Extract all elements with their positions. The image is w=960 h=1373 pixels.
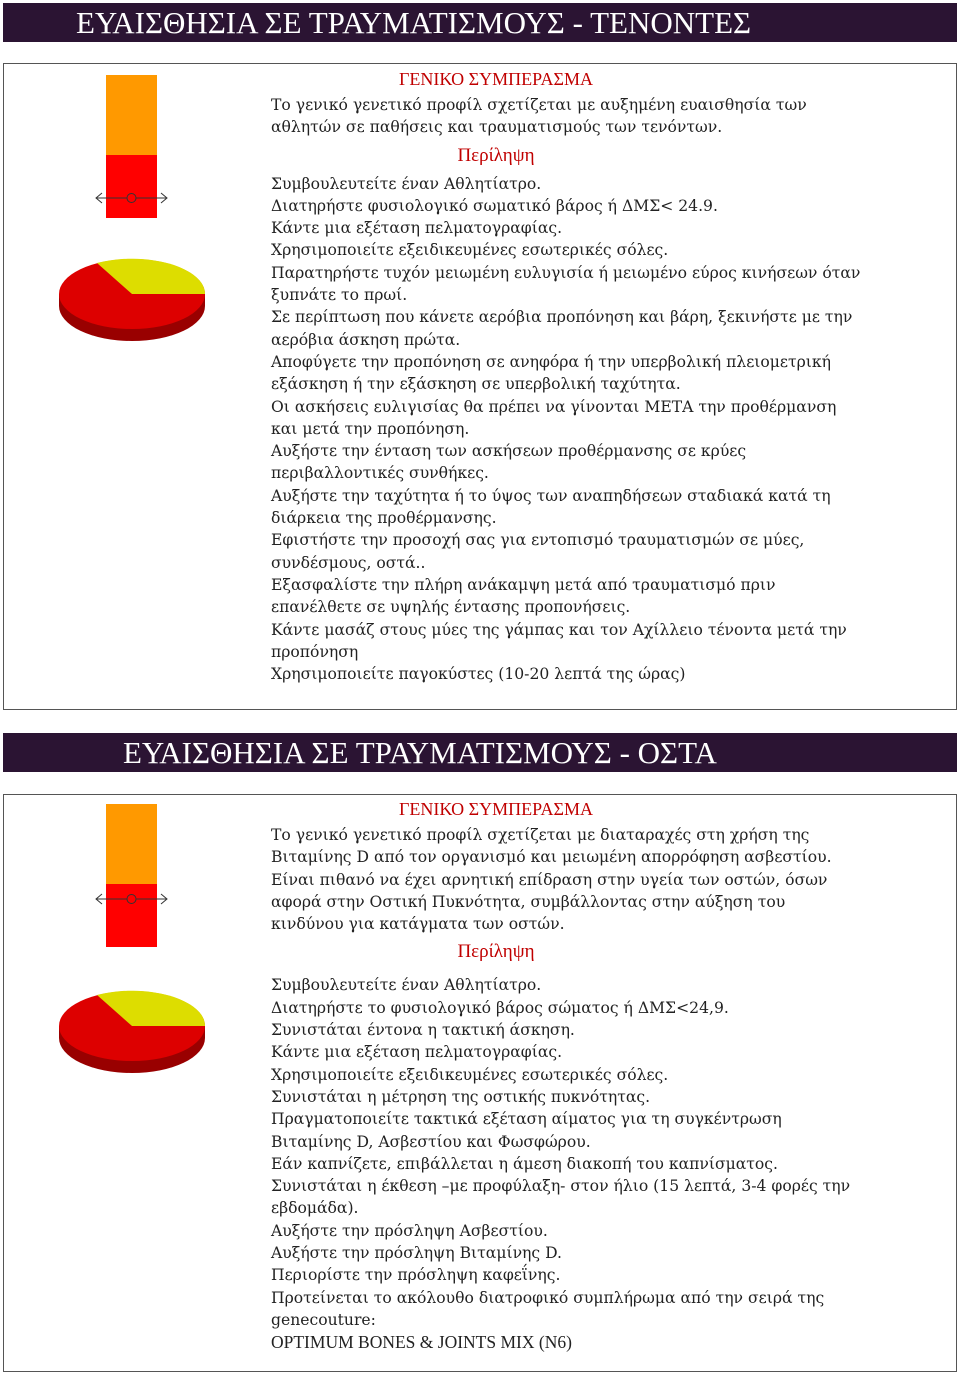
summary-line: Εάν καπνίζετε, επιβάλλεται η άμεση διακοπή του καπνίσματος. (271, 1154, 778, 1173)
summary-line: περιβαλλοντικές συνθήκες. (271, 464, 489, 483)
pie-chart-icon (57, 248, 207, 343)
gauge-marker-icon (94, 893, 169, 905)
summary-line: Αυξήστε την ένταση των ασκήσεων προθέρμανσης σε κρύες (271, 442, 747, 461)
risk-gauge-bones (106, 804, 157, 947)
summary-line: Συνιστάται η έκθεση –με προφύλαξη- στον ήλιο (15 λεπτά, 3-4 φορές την (271, 1177, 851, 1196)
summary-line: εβδομάδα). (271, 1199, 359, 1218)
risk-gauge-bottom-segment (106, 155, 157, 218)
summary-line-product: OPTIMUM BONES & JOINTS MIX (N6) (271, 1332, 572, 1353)
summary-line: genecouture: (271, 1310, 376, 1329)
conclusion-heading: ΓΕΝΙΚΟ ΣΥΜΠΕΡΑΣΜΑ (399, 799, 593, 819)
summary-line: Σε περίπτωση που κάνετε αερόβια προπόνηση και βάρη, ξεκινήστε με την (271, 308, 853, 327)
summary-line: διάρκεια της προθέρμανσης. (271, 509, 497, 528)
summary-line: επανέλθετε σε υψηλής έντασης προπονήσεις. (271, 598, 631, 617)
summary-line: Πραγματοποιείτε τακτικά εξέταση αίματος για τη συγκέντρωση (271, 1110, 782, 1129)
summary-line: Συνιστάται η μέτρηση της οστικής πυκνότητας. (271, 1087, 651, 1106)
summary-line: Διατηρήστε φυσιολογικό σωματικό βάρος ή ΔΜΣ< 24.9. (271, 196, 718, 215)
conclusion-line: Βιταμίνης D από τον οργανισμό και μειωμένη απορρόφηση ασβεστίου. (271, 848, 832, 867)
summary-line: Κάντε μια εξέταση πελματογραφίας. (271, 219, 563, 238)
summary-line: Αυξήστε την πρόσληψη Βιταμίνης D. (271, 1244, 562, 1263)
summary-line: Χρησιμοποιείτε εξειδικευμένες εσωτερικές σόλες. (271, 241, 669, 260)
summary-line: Περιορίστε την πρόσληψη καφεΐνης. (271, 1266, 561, 1285)
summary-line: Διατηρήστε το φυσιολογικό βάρος σώματος ή ΔΜΣ<24,9. (271, 998, 729, 1017)
section-title-tendons: ΕΥΑΙΣΘΗΣΙΑ ΣΕ ΤΡΑΥΜΑΤΙΣΜΟΥΣ - ΤΕΝΟΝΤΕΣ (3, 3, 957, 42)
conclusion-line: αθλητών σε παθήσεις και τραυματισμούς των τενόντων. (271, 118, 723, 137)
conclusion-heading: ΓΕΝΙΚΟ ΣΥΜΠΕΡΑΣΜΑ (399, 69, 593, 89)
summary-line: αερόβια άσκηση πρώτα. (271, 330, 461, 349)
risk-gauge-top-segment (106, 804, 157, 884)
summary-line: Αυξήστε την πρόσληψη Ασβεστίου. (271, 1221, 548, 1240)
summary-line: Οι ασκήσεις ευλιγισίας θα πρέπει να γίνονται ΜΕΤΑ την προθέρμανση (271, 397, 837, 416)
summary-line: εξάσκηση ή την εξάσκηση σε υπερβολική ταχύτητα. (271, 375, 681, 394)
summary-line: ξυπνάτε το πρωί. (271, 286, 408, 305)
summary-line: Χρησιμοποιείτε παγοκύστες (10-20 λεπτά της ώρας) (271, 665, 686, 684)
summary-line: Χρησιμοποιείτε εξειδικευμένες εσωτερικές σόλες. (271, 1065, 669, 1084)
summary-line: Συνιστάται έντονα η τακτική άσκηση. (271, 1021, 575, 1040)
summary-line: Αποφύγετε την προπόνηση σε ανηφόρα ή την υπερβολική πλειομετρική (271, 352, 832, 371)
gauge-marker-icon (94, 192, 169, 204)
summary-line: Προτείνεται το ακόλουθο διατροφικό συμπλήρωμα από την σειρά της (271, 1288, 825, 1307)
conclusion-line: Το γενικό γενετικό προφίλ σχετίζεται με διαταραχές στη χρήση της (271, 826, 810, 844)
summary-heading: Περίληψη (457, 941, 535, 963)
conclusion-line: Το γενικό γενετικό προφίλ σχετίζεται με αυξημένη ευαισθησία των (271, 96, 807, 114)
summary-line: Κάντε μασάζ στους μύες της γάμπας και τον Αχίλλειο τένοντα μετά την (271, 620, 847, 639)
summary-heading: Περίληψη (457, 144, 535, 166)
summary-line: Συμβουλευτείτε έναν Αθλητίατρο. (271, 976, 542, 995)
summary-line: Εξασφαλίστε την πλήρη ανάκαμψη μετά από τραυματισμό πριν (271, 575, 776, 594)
summary-line: συνδέσμους, οστά.. (271, 553, 426, 572)
summary-line: Αυξήστε την ταχύτητα ή το ύψος των αναπηδήσεων σταδιακά κατά τη (271, 486, 831, 505)
section-title-bones: ΕΥΑΙΣΘΗΣΙΑ ΣΕ ΤΡΑΥΜΑΤΙΣΜΟΥΣ - ΟΣΤΑ (3, 733, 957, 772)
summary-line: Κάντε μια εξέταση πελματογραφίας. (271, 1043, 563, 1062)
conclusion-line: αφορά στην Οστική Πυκνότητα, συμβάλλοντας στην αύξηση του (271, 892, 786, 911)
content-tendons (271, 68, 951, 685)
pie-chart-icon (57, 980, 207, 1075)
risk-gauge-top-segment (106, 75, 157, 155)
summary-line: Παρατηρήστε τυχόν μειωμένη ευλυγισία ή μειωμένο εύρος κινήσεων όταν (271, 263, 861, 282)
conclusion-line: κινδύνου για κατάγματα των οστών. (271, 915, 565, 934)
summary-line: προπόνηση (271, 642, 359, 661)
summary-line: Εφιστήστε την προσοχή σας για εντοπισμό τραυματισμών σε μύες, (271, 531, 805, 550)
content-bones (271, 798, 951, 1354)
summary-line: Συμβουλευτείτε έναν Αθλητίατρο. (271, 174, 542, 193)
conclusion-line: Είναι πιθανό να έχει αρνητική επίδραση στην υγεία των οστών, όσων (271, 870, 828, 889)
summary-line: και μετά την προπόνηση. (271, 419, 470, 438)
summary-line: Βιταμίνης D, Ασβεστίου και Φωσφώρου. (271, 1132, 591, 1151)
